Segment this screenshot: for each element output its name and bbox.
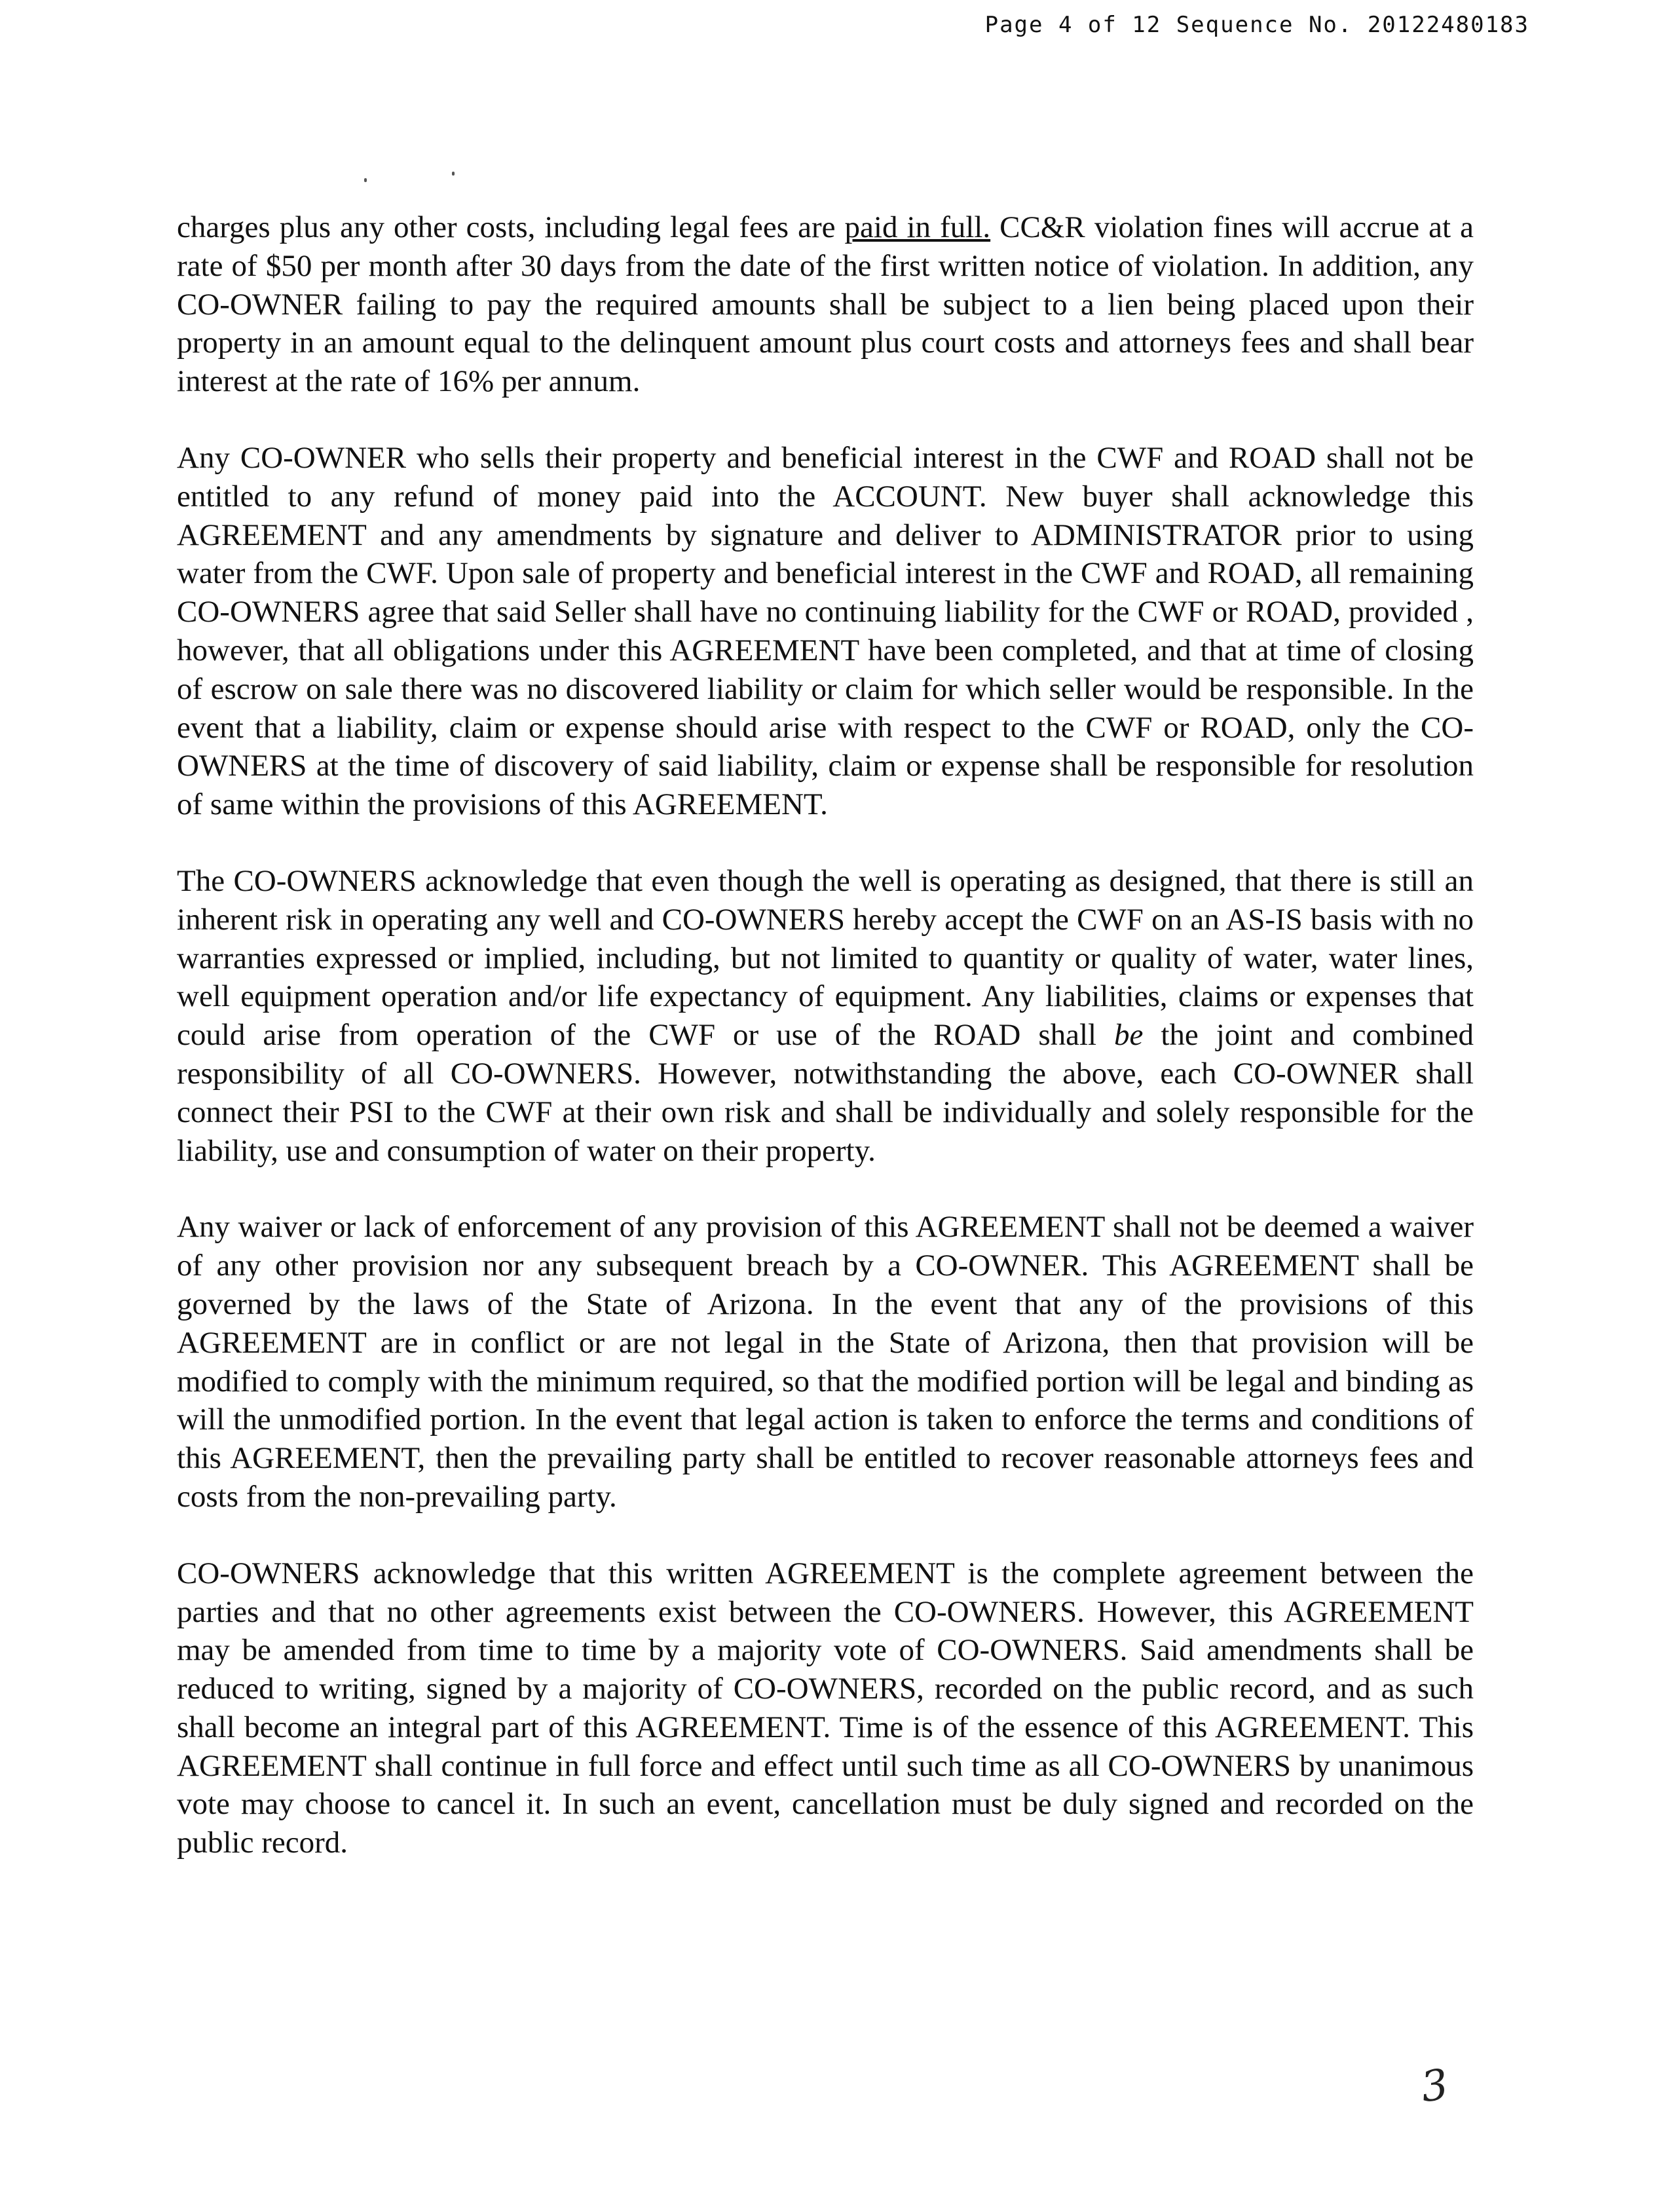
paragraph-complete-agreement: CO-OWNERS acknowledge that this written AGREEMENT is the complete agreement between the parties and that no other agreements exist between the CO-OWNERS. However, this AGREEMENT may be amended from time to time by a majority vote of CO-OWNERS. Said amendments shall be reduced to writing, signed by a majority of CO-OWNERS, recorded on the public record, and as such shall become an integral part of this AGREEMENT. Time is of the essence of this AGREEMENT. This AGREEMENT shall continue in full force and effect until such time as all CO-OWNERS by unanimous vote may choose to cancel it. In such an event, cancellation must be duly signed and recorded on the public record. xyxy=(177,1556,1474,1860)
paragraph-text: The CO-OWNERS acknowledge that even though the well is operating as designed, that there is still an inherent risk in operating any well and CO-OWNERS hereby accept the CWF on an AS-IS basis with no warranties expressed or implied, including, but not limited to quantity or quality of water, water lines, well equipment operation and/or life expectancy of equipment. Any liabilities, claims or expenses that could arise from operation of the CWF or use of the ROAD shall xyxy=(177,863,1474,1053)
paragraph-text: the joint and combined responsibility of all CO-OWNERS. However, notwithstanding the above, each CO-OWNER shall connect their PSI to the CWF at their own risk and shall be individually and solely responsible for the liability, use and consumption of water on their property. xyxy=(177,1018,1474,1168)
paragraph-text: charges plus any other costs, including legal fees are xyxy=(177,210,845,244)
page-header: Page 4 of 12 Sequence No. 20122480183 xyxy=(984,12,1529,38)
stray-mark xyxy=(364,178,367,182)
paragraph-sale-of-property: Any CO-OWNER who sells their property and beneficial interest in the CWF and ROAD shall not be entitled to any refund of money paid into the ACCOUNT. New buyer shall acknowledge this AGREEMENT and any amendments by signature and deliver to ADMINISTRATOR prior to using water from the CWF. Upon sale of property and beneficial interest in the CWF and ROAD, all remaining CO-OWNERS agree that said Seller shall have no continuing liability for the CWF or ROAD, provided , however, that all obligations under this AGREEMENT have been completed, and that at time of closing of escrow on sale there was no discovered liability or claim for which seller would be responsible. In the event that a liability, claim or expense should arise with respect to the CWF or ROAD, only the CO-OWNERS at the time of discovery of said liability, claim or expense shall be responsible for resolution of same within the provisions of this AGREEMENT. xyxy=(177,440,1474,822)
stray-mark xyxy=(452,172,455,176)
paragraph-waiver-governing-law: Any waiver or lack of enforcement of any provision of this AGREEMENT shall not be deemed a waiver of any other provision nor any subsequent breach by a CO-OWNER. This AGREEMENT shall be governed by the laws of the State of Arizona. In the event that any of the provisions of this AGREEMENT are in conflict or are not legal in the State of Arizona, then that provision will be modified to comply with the minimum required, so that the modified portion will be legal and binding as will the unmodified portion. In the event that legal action is taken to enforce the terms and conditions of this AGREEMENT, then the prevailing party shall be entitled to recover reasonable attorneys fees and costs from the non-prevailing party. xyxy=(177,1210,1474,1514)
paragraph-as-is-acceptance xyxy=(177,862,1474,1170)
handwritten-page-number: 3 xyxy=(1418,2060,1451,2112)
paragraph-text: CC&R violation fines will accrue at a rate of $50 per month after 30 days from the date of the first written notice of violation. In addition, any CO-OWNER failing to pay the required amounts shall be subject to a lien being placed upon their property in an amount equal to the delinquent amount plus court costs and attorneys fees and shall bear interest at the rate of 16% per annum. xyxy=(177,210,1474,399)
document-body xyxy=(177,208,1474,1900)
italic-text: be xyxy=(1114,1018,1144,1053)
paragraph-late-charges xyxy=(177,208,1474,401)
underlined-text: paid in full. xyxy=(844,210,991,244)
